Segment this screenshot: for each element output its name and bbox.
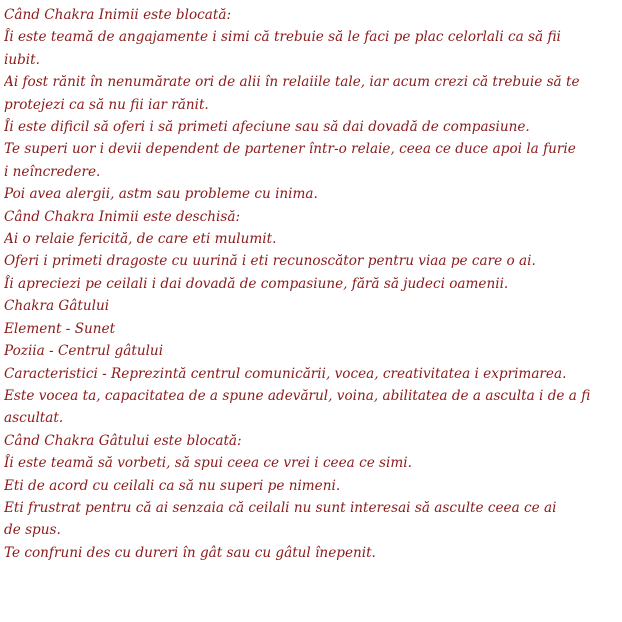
heading-heart-open: Când Chakra Inimii este deschisă: bbox=[4, 208, 241, 225]
text-line: Te superi uor i devii dependent de partener într-o relaie, ceea ce duce apoi la furie bbox=[4, 141, 576, 158]
text-line: Ai o relaie fericită, de care eti mulumit. bbox=[4, 231, 277, 248]
text-line: Oferi i primeti dragoste cu uurină i eti recunoscător pentru viaa pe care o ai. bbox=[4, 253, 536, 270]
text-line: Îi este teamă să vorbeti, să spui ceea ce vrei i ceea ce simi. bbox=[4, 455, 412, 472]
text-line: protejezi ca să nu fii iar rănit. bbox=[4, 96, 209, 113]
text-line: i neîncredere. bbox=[4, 163, 101, 180]
heading-throat-chakra: Chakra Gâtului bbox=[4, 298, 110, 315]
text-line: Îi apreciezi pe ceilali i dai dovadă de compasiune, fără să judeci oamenii. bbox=[4, 275, 509, 292]
text-line: Eti frustrat pentru că ai senzaia că ceilali nu sunt interesai să asculte ceea ce ai bbox=[4, 499, 557, 516]
heading-throat-blocked: Când Chakra Gâtului este blocată: bbox=[4, 432, 242, 449]
text-line: Eti de acord cu ceilali ca să nu superi pe nimeni. bbox=[4, 477, 341, 494]
text-line: Ai fost rănit în nenumărate ori de alii în relaiile tale, iar acum crezi că trebuie să te bbox=[4, 74, 580, 91]
text-line: de spus. bbox=[4, 522, 61, 539]
heading-heart-blocked: Când Chakra Inimii este blocată: bbox=[4, 7, 232, 23]
text-line: ascultat. bbox=[4, 410, 64, 427]
text-line: Te confruni des cu dureri în gât sau cu gâtul înepenit. bbox=[4, 544, 376, 561]
characteristics-line: Caracteristici - Reprezintă centrul comunicării, vocea, creativitatea i exprimarea. bbox=[4, 365, 567, 382]
text-line: Poi avea alergii, astm sau probleme cu inima. bbox=[4, 186, 318, 203]
position-line: Poziia - Centrul gâtului bbox=[4, 343, 164, 360]
text-line: Îi este dificil să oferi i să primeti afeciune sau să dai dovadă de compasiune. bbox=[4, 119, 530, 136]
text-line: Este vocea ta, capacitatea de a spune adevărul, voina, abilitatea de a asculta i de a fi bbox=[4, 387, 591, 404]
document-text bbox=[4, 4, 618, 564]
element-line: Element - Sunet bbox=[4, 320, 116, 337]
text-line: iubit. bbox=[4, 51, 40, 68]
text-line: Îi este teamă de angajamente i simi că trebuie să le faci pe plac celorlali ca să fii bbox=[4, 29, 561, 46]
